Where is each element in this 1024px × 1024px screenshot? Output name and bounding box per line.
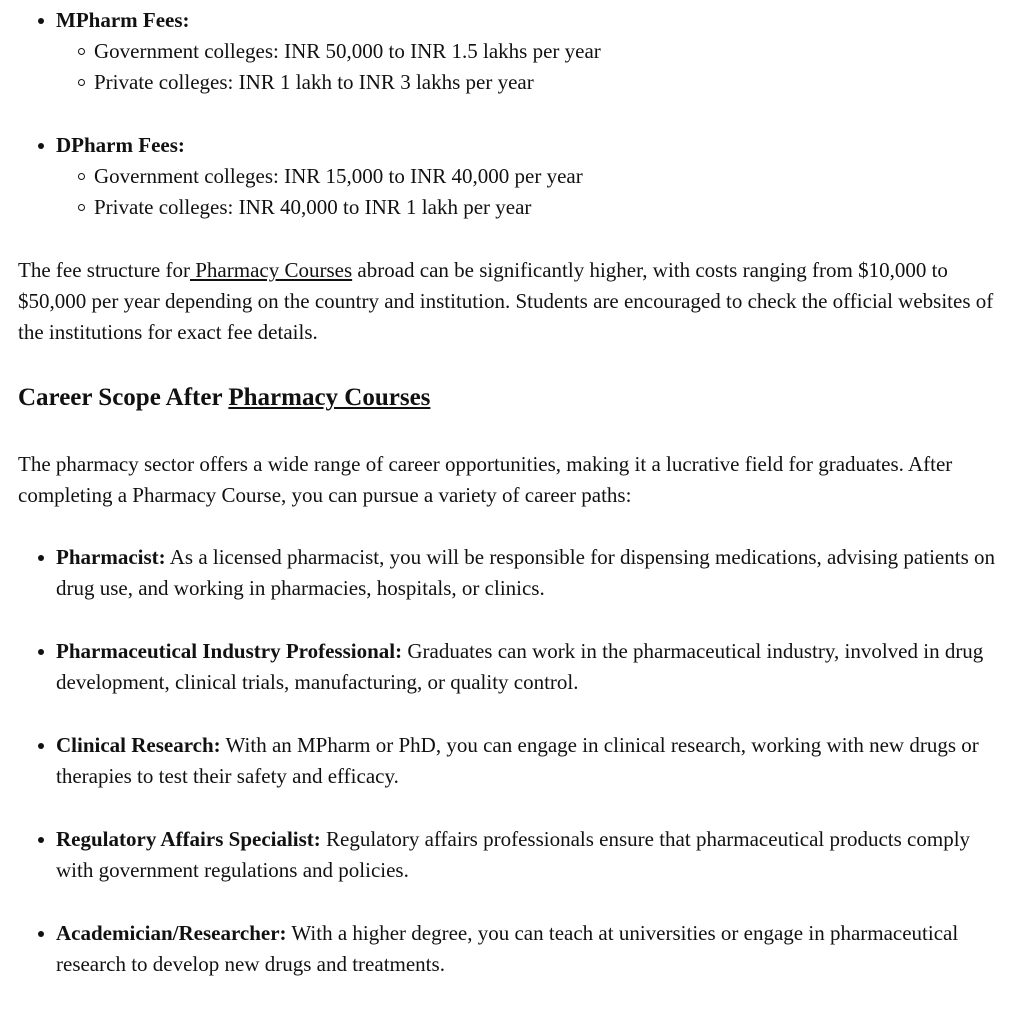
career-intro-block <box>18 449 1008 511</box>
career-list <box>18 824 1008 886</box>
career-item-pharmacist <box>18 542 1008 604</box>
mpharm-fees-sublist <box>56 36 1008 98</box>
career-list <box>18 918 1008 980</box>
list-item <box>56 730 1008 792</box>
career-item-regulatory <box>18 824 1008 886</box>
paragraph-text: abroad can be significantly higher, with costs ranging from $10,000 to $50,000 per year depending on the country and institution. Students are encouraged to check the official websites of the institutions for exact fee details. <box>18 258 994 344</box>
career-item-industry <box>18 636 1008 698</box>
career-description: As a licensed pharmacist, you will be responsible for dispensing medications, advising patients on drug use, and working in pharmacies, hospitals, or clinics. <box>56 545 995 600</box>
dpharm-fees-sublist <box>56 161 1008 223</box>
career-list <box>18 542 1008 604</box>
list-item <box>56 130 1008 223</box>
career-description: Graduates can work in the pharmaceutical industry, involved in drug development, clinical trials, manufacturing, or quality control. <box>56 639 984 694</box>
career-description: Regulatory affairs professionals ensure that pharmaceutical products comply with government regulations and policies. <box>56 827 971 882</box>
career-title: Academician/Researcher: <box>56 921 287 945</box>
career-list <box>18 730 1008 792</box>
list-item <box>56 918 1008 980</box>
pharmacy-courses-link[interactable]: Pharmacy Courses <box>190 258 353 282</box>
section-heading <box>18 382 1008 414</box>
mpharm-fees-title: MPharm Fees: <box>56 8 190 32</box>
list-item <box>56 5 1008 98</box>
career-item-clinical <box>18 730 1008 792</box>
list-item <box>56 636 1008 698</box>
list-item: Private colleges: INR 1 lakh to INR 3 lakhs per year <box>94 67 1008 98</box>
career-title: Regulatory Affairs Specialist: <box>56 827 321 851</box>
paragraph <box>18 255 1008 348</box>
dpharm-fees-list <box>18 130 1008 223</box>
abroad-fees-paragraph <box>18 255 1008 348</box>
list-item: Government colleges: INR 50,000 to INR 1.5 lakhs per year <box>94 36 1008 67</box>
mpharm-fees-list <box>18 5 1008 98</box>
career-list <box>18 636 1008 698</box>
list-item: Private colleges: INR 40,000 to INR 1 lakh per year <box>94 192 1008 223</box>
career-title: Clinical Research: <box>56 733 221 757</box>
heading-text: Career Scope After <box>18 384 229 411</box>
pharmacy-courses-heading-link[interactable]: Pharmacy Courses <box>228 384 431 411</box>
career-description: With a higher degree, you can teach at universities or engage in pharmaceutical research to develop new drugs and treatments. <box>56 921 959 976</box>
career-intro-paragraph: The pharmacy sector offers a wide range of career opportunities, making it a lucrative field for graduates. After completing a Pharmacy Course, you can pursue a variety of career paths: <box>18 452 953 507</box>
paragraph-text: The fee structure for <box>18 258 190 282</box>
list-item <box>56 824 1008 886</box>
dpharm-fees-title: DPharm Fees: <box>56 133 185 157</box>
list-item: Government colleges: INR 15,000 to INR 40,000 per year <box>94 161 1008 192</box>
career-title: Pharmaceutical Industry Professional: <box>56 639 403 663</box>
dpharm-fees-section <box>18 130 1008 223</box>
career-title: Pharmacist: <box>56 545 166 569</box>
list-item <box>56 542 1008 604</box>
career-description: With an MPharm or PhD, you can engage in clinical research, working with new drugs or therapies to test their safety and efficacy. <box>56 733 979 788</box>
career-heading-block <box>18 382 1008 414</box>
mpharm-fees-section <box>18 5 1008 98</box>
career-item-academician <box>18 918 1008 980</box>
